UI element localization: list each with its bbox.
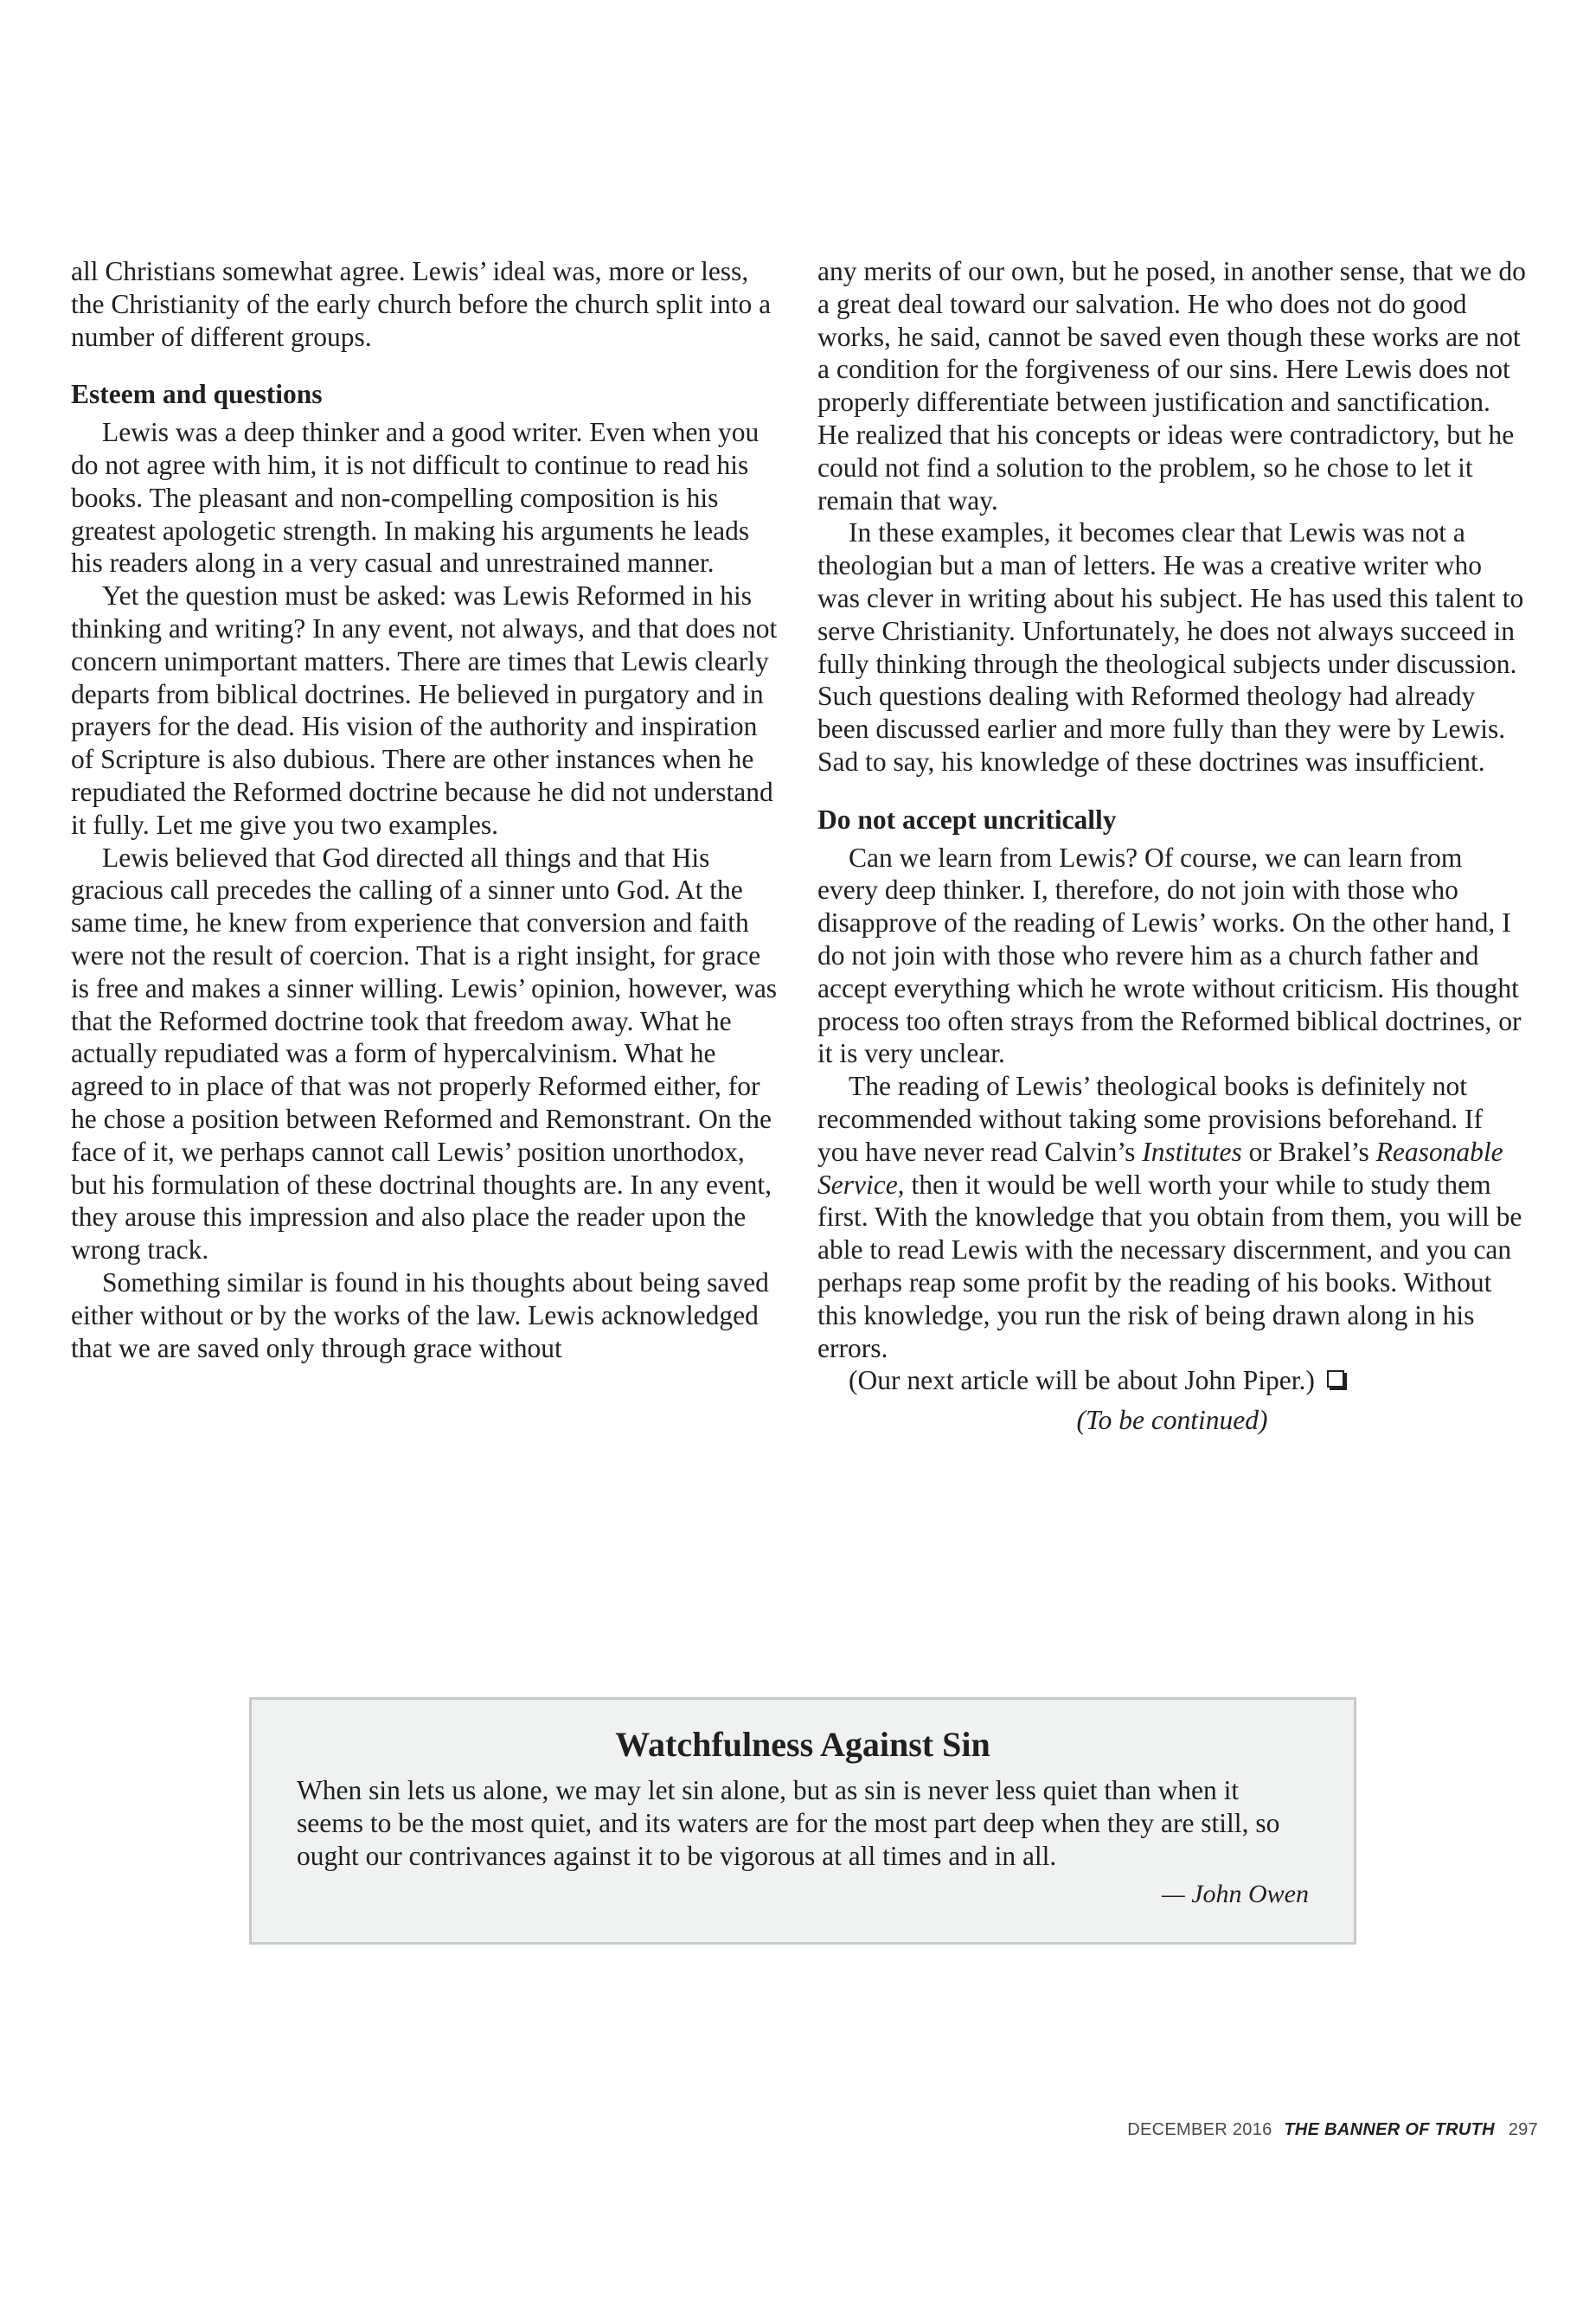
paragraph: Something similar is found in his thoughts about being saved either without or by the works of the law. Lewis acknowledged that we are saved only through grace without bbox=[71, 1266, 769, 1363]
issue-date: DECEMBER 2016 bbox=[1127, 2120, 1272, 2139]
paragraph: In these examples, it becomes clear that Lewis was not a theologian but a man of letters. He was a creative writer who was clever in writing about his subject. He has used this talent to serve Christianity. Unfortunately, he does not always succeed in fully thinking through the theological subjects under discussion. Such questions dealing with Reformed theology had already been discussed earlier and more fully than they were by Lewis. Sad to say, his knowledge of these doctrines was insufficient. bbox=[817, 517, 1524, 777]
left-column bbox=[71, 255, 780, 1364]
magazine-name: THE BANNER OF TRUTH bbox=[1284, 2120, 1495, 2139]
paragraph bbox=[817, 1364, 1527, 1397]
paragraph: Yet the question must be asked: was Lewis Reformed in his thinking and writing? In any event, not always, and that does not concern unimportant matters. There are times that Lewis clearly departs from biblical doctrines. He believed in purgatory and in prayers for the dead. His vision of the authority and inspiration of Scripture is also dubious. There are other instances when he repudiated the Reformed doctrine because he did not understand it fully. Let me give you two examples. bbox=[71, 580, 778, 840]
quote-text: When sin lets us alone, we may let sin alone, but as sin is never less quiet than when it seems to be the most quiet, and its waters are for the most part deep when they are still, so ought our contrivances against it to be vigorous at all times and in all. bbox=[297, 1775, 1280, 1871]
quote-title: Watchfulness Against Sin bbox=[615, 1725, 990, 1764]
paragraph-text: The reading of Lewis’ theological books is definitely not recommended without taking some provisions beforehand. If you have never read Calvin’s bbox=[817, 1071, 1483, 1167]
paragraph: Lewis was a deep thinker and a good writer. Even when you do not agree with him, it is not difficult to continue to read his books. The pleasant and non-compelling composition is his greatest apologetic strength. In making his arguments he leads his readers along in a very casual and unrestrained manner. bbox=[71, 417, 760, 579]
book-title-reasonable-service: Reasonable Service, bbox=[817, 1136, 1503, 1200]
paragraph: any merits of our own, but he posed, in another sense, that we do a great deal toward our salvation. He who does not do good works, he said, cannot be saved even though these works are not a condition for the forgiveness of our sins. Here Lewis does not properly differentiate between justification and sanctification. He realized that his concepts or ideas were contradictory, but he could not find a solution to the problem, so he chose to let it remain that way. bbox=[817, 256, 1526, 516]
paragraph-text: then it would be well worth your while to study them first. With the knowledge that you obtain from them, you will be able to read Lewis with the necessary discernment, and you can perhaps reap some profit by the reading of his books. Without this knowledge, you run the risk of being drawn along in his errors. bbox=[817, 1169, 1522, 1363]
quote-box bbox=[249, 1697, 1356, 1945]
paragraph-text: or Brakel’s bbox=[1241, 1136, 1376, 1167]
quote-author: — John Owen bbox=[1162, 1880, 1309, 1909]
page-number: 297 bbox=[1508, 2120, 1538, 2139]
paragraph: Lewis believed that God directed all things and that His gracious call precedes the calling of a sinner unto God. At the same time, he knew from experience that conversion and faith were not the result of coercion. That is a right insight, for grace is free and makes a sinner willing. Lewis’ opinion, however, was that the Reformed doctrine took that freedom away. What he actually repudiated was a form of hypercalvinism. What he agreed to in place of that was not properly Reformed either, for he chose a position between Reformed and Remonstrant. On the face of it, we perhaps cannot call Lewis’ position unorthodox, but his formulation of these doctrinal thoughts are. In any event, they arouse this impression and also place the reader upon the wrong track. bbox=[71, 842, 778, 1266]
paragraph bbox=[817, 1070, 1527, 1364]
section-heading: Esteem and questions bbox=[71, 379, 323, 410]
right-column bbox=[817, 255, 1527, 1437]
paragraph: all Christians somewhat agree. Lewis’ ideal was, more or less, the Christianity of the early church before the church split into a number of different groups. bbox=[71, 256, 772, 352]
to-be-continued: (To be continued) bbox=[1076, 1405, 1268, 1436]
book-title-institutes: Institutes bbox=[1142, 1136, 1242, 1167]
section-heading: Do not accept uncritically bbox=[817, 804, 1117, 835]
next-article-note: (Our next article will be about John Piper.) bbox=[849, 1365, 1315, 1396]
end-mark-icon bbox=[1327, 1370, 1344, 1388]
paragraph: Can we learn from Lewis? Of course, we can learn from every deep thinker. I, therefore, do not join with those who disapprove of the reading of Lewis’ works. On the other hand, I do not join with those who revere him as a church father and accept everything which he wrote without criticism. His thought process too often strays from the Reformed biblical doctrines, or it is very unclear. bbox=[817, 842, 1522, 1069]
page-footer bbox=[1127, 2119, 1538, 2140]
